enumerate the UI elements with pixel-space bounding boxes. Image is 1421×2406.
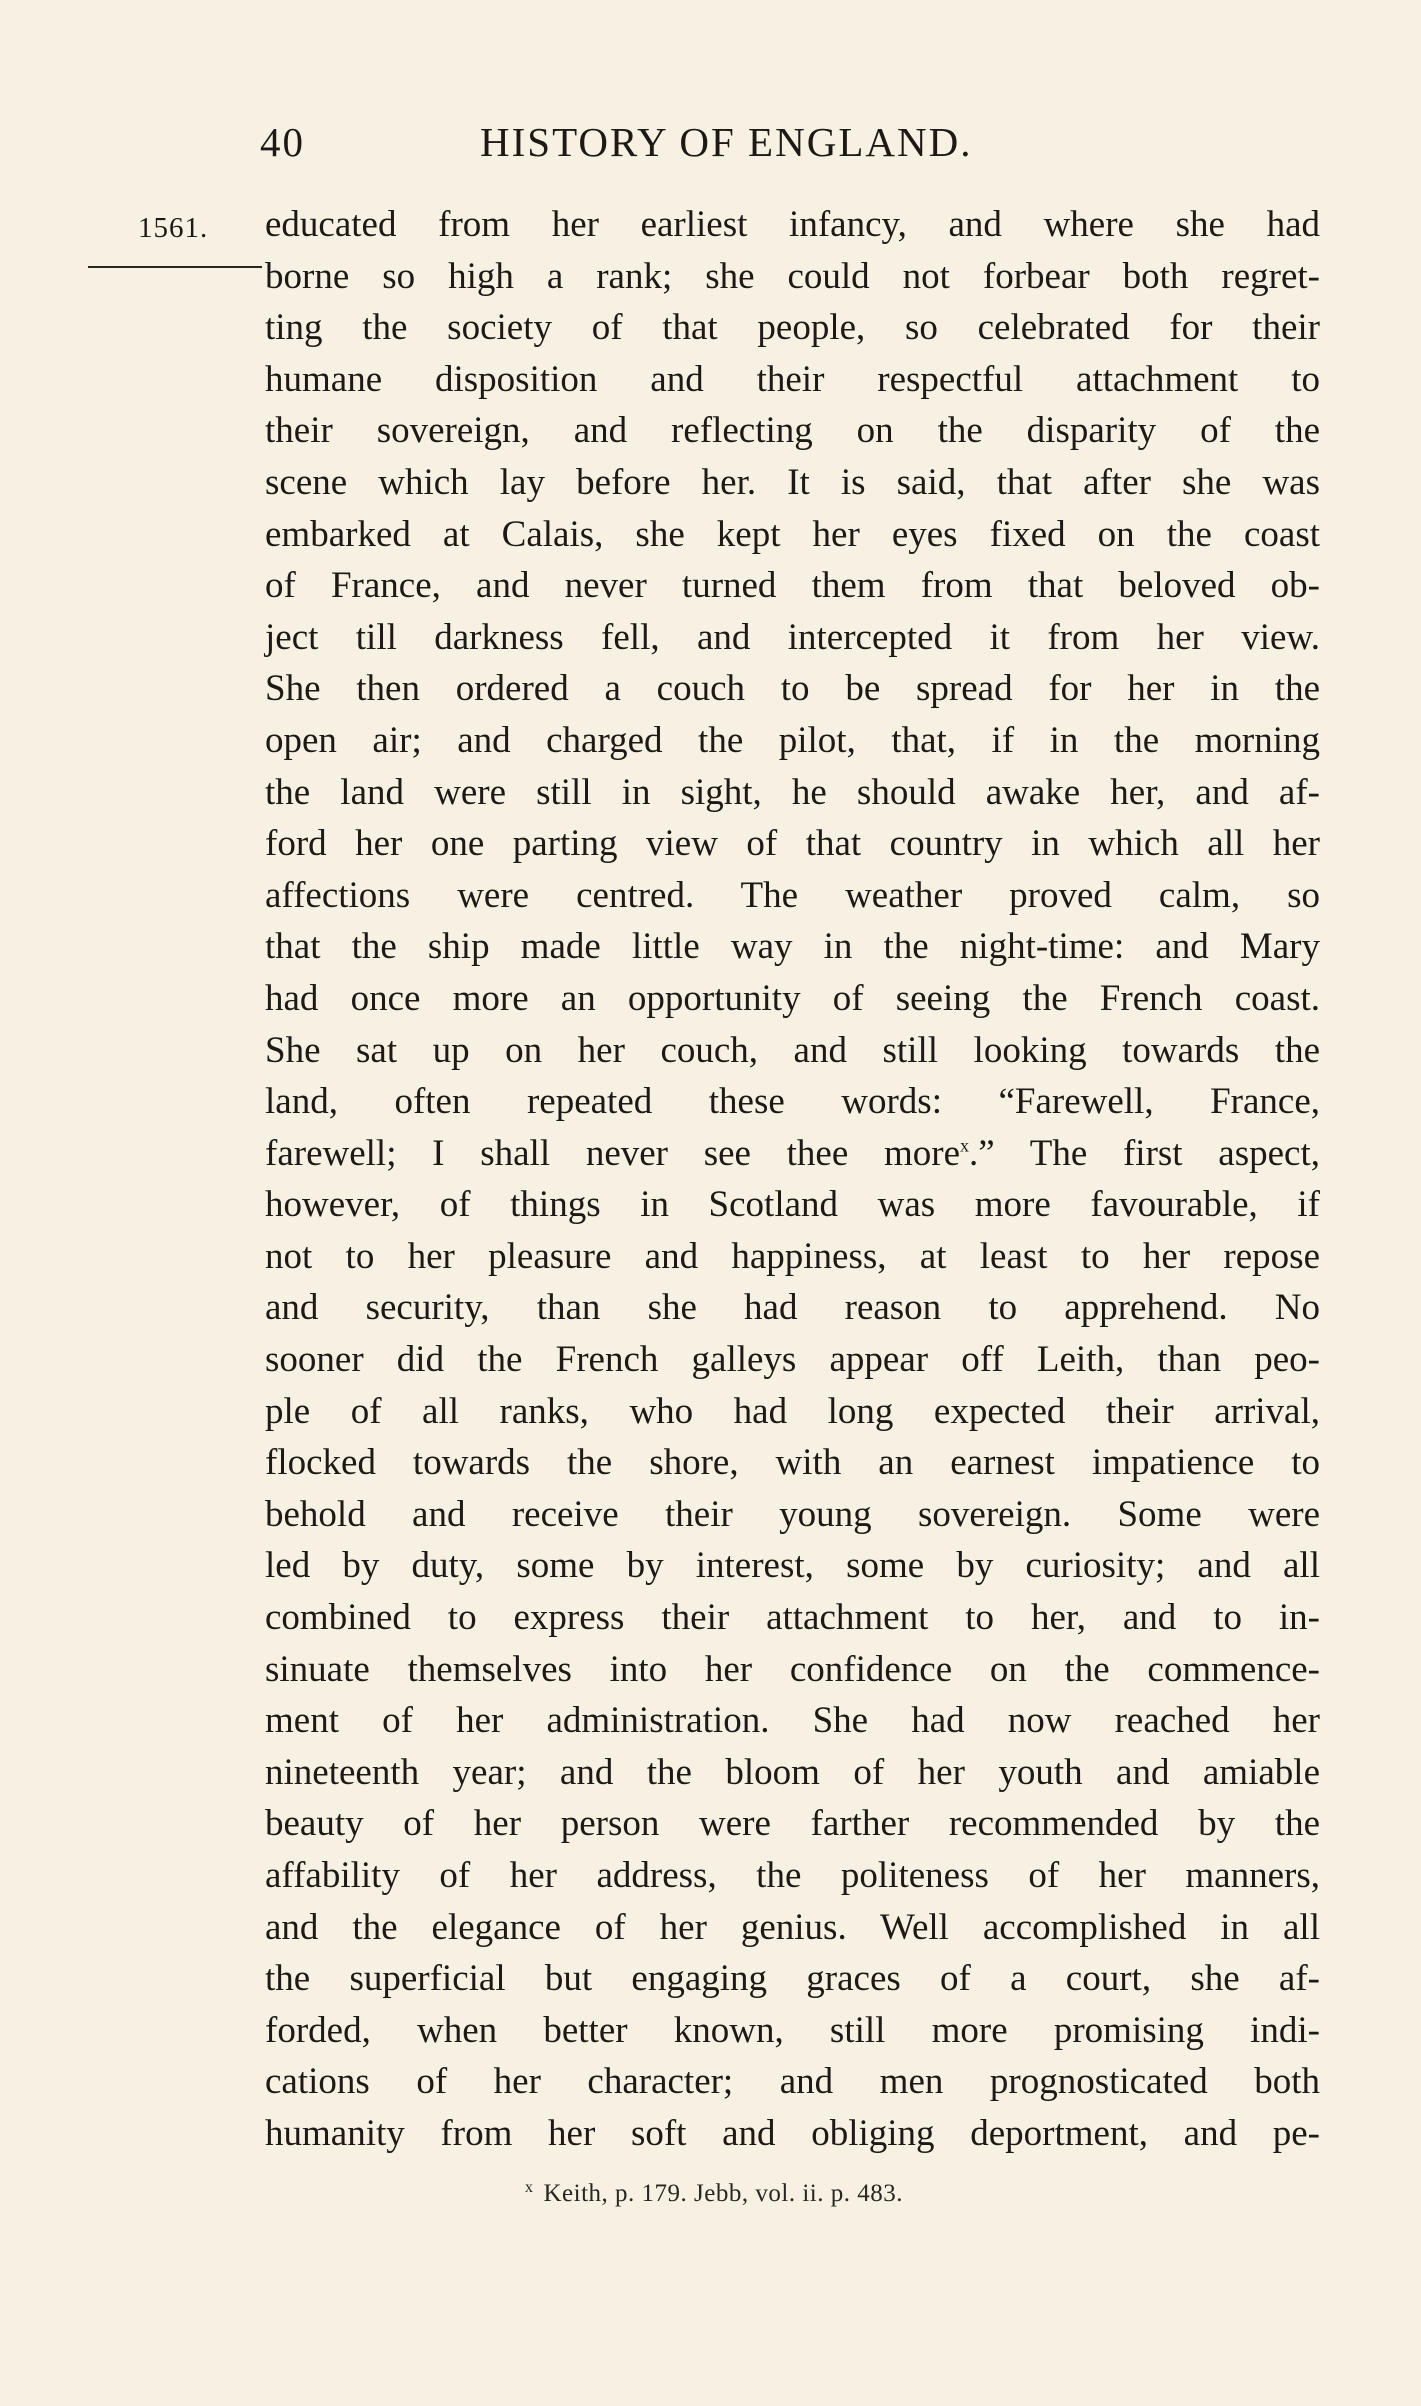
text-line: cations of her character; and men prognosticated both: [265, 2061, 1320, 2103]
text-line: of France, and never turned them from that beloved ob-: [265, 565, 1320, 607]
text-line: affability of her address, the politeness of her manners,: [265, 1855, 1320, 1896]
running-title: HISTORY OF ENGLAND.: [480, 119, 973, 165]
text-line: their sovereign, and reflecting on the disparity of the: [265, 410, 1320, 452]
text-line: the land were still in sight, he should awake her, and af-: [265, 771, 1320, 813]
text-line: sooner did the French galleys appear off Leith, than peo-: [265, 1339, 1320, 1381]
text-line: ting the society of that people, so celebrated for their: [265, 307, 1320, 349]
page-number: 40: [260, 119, 305, 165]
text-line: open air; and charged the pilot, that, if in the morning: [265, 719, 1320, 761]
text-line: educated from her earliest infancy, and where she had: [265, 204, 1320, 245]
text-line: that the ship made little way in the night-time: and Mary: [265, 926, 1320, 968]
text-line: affections were centred. The weather proved calm, so: [265, 874, 1320, 916]
text-line: beauty of her person were farther recommended by the: [265, 1803, 1320, 1845]
text-line-with-footnote-ref: [265, 1128, 1320, 1180]
text-line: led by duty, some by interest, some by curiosity; and all: [265, 1545, 1320, 1587]
text-line: scene which lay before her. It is said, that after she was: [265, 461, 1320, 503]
text-line: flocked towards the shore, with an earnest impatience to: [265, 1442, 1320, 1484]
text-line: embarked at Calais, she kept her eyes fixed on the coast: [265, 513, 1320, 555]
text-line: humanity from her soft and obliging deportment, and pe-: [265, 2112, 1320, 2154]
text-line: ford her one parting view of that country in which all her: [265, 823, 1320, 865]
text-line: She sat up on her couch, and still looking towards the: [265, 1029, 1320, 1071]
margin-year: 1561.: [138, 212, 209, 244]
text-line: ject till darkness fell, and intercepted it from her view.: [265, 616, 1320, 658]
text-line: combined to express their attachment to her, and to in-: [265, 1597, 1320, 1639]
text-line: She then ordered a couch to be spread for her in the: [265, 668, 1320, 710]
text-line: land, often repeated these words: “Farewell, France,: [265, 1081, 1320, 1123]
text-line: not to her pleasure and happiness, at least to her repose: [265, 1235, 1320, 1277]
text-line: had once more an opportunity of seeing the French coast.: [265, 977, 1320, 1019]
running-head: [260, 118, 1090, 178]
text-line: and the elegance of her genius. Well accomplished in all: [265, 1906, 1320, 1948]
text-line: and security, than she had reason to apprehend. No: [265, 1287, 1320, 1329]
text-line: borne so high a rank; she could not forbear both regret-: [265, 255, 1320, 297]
text-line: behold and receive their young sovereign. Some were: [265, 1493, 1320, 1535]
text-line: ple of all ranks, who had long expected their arrival,: [265, 1390, 1320, 1432]
footnote-reference: x: [960, 1135, 970, 1156]
text-line: sinuate themselves into her confidence on the commence-: [265, 1648, 1320, 1690]
footnote-text: Keith, p. 179. Jebb, vol. ii. p. 483.: [543, 2180, 903, 2207]
text-fragment: farewell; I shall never see thee more: [265, 1132, 961, 1174]
footnote: [525, 2180, 903, 2208]
text-line: however, of things in Scotland was more favourable, if: [265, 1184, 1320, 1226]
text-line: nineteenth year; and the bloom of her youth and amiable: [265, 1751, 1320, 1793]
text-fragment: .” The first aspect,: [969, 1132, 1321, 1174]
margin-rule: [88, 266, 262, 268]
text-line: forded, when better known, still more promising indi-: [265, 2009, 1320, 2051]
text-line: ment of her administration. She had now reached her: [265, 1700, 1320, 1742]
body-text: [265, 199, 1320, 2160]
text-line: humane disposition and their respectful attachment to: [265, 358, 1320, 400]
footnote-mark: x: [525, 2178, 534, 2196]
text-line: the superficial but engaging graces of a court, she af-: [265, 1958, 1320, 2000]
